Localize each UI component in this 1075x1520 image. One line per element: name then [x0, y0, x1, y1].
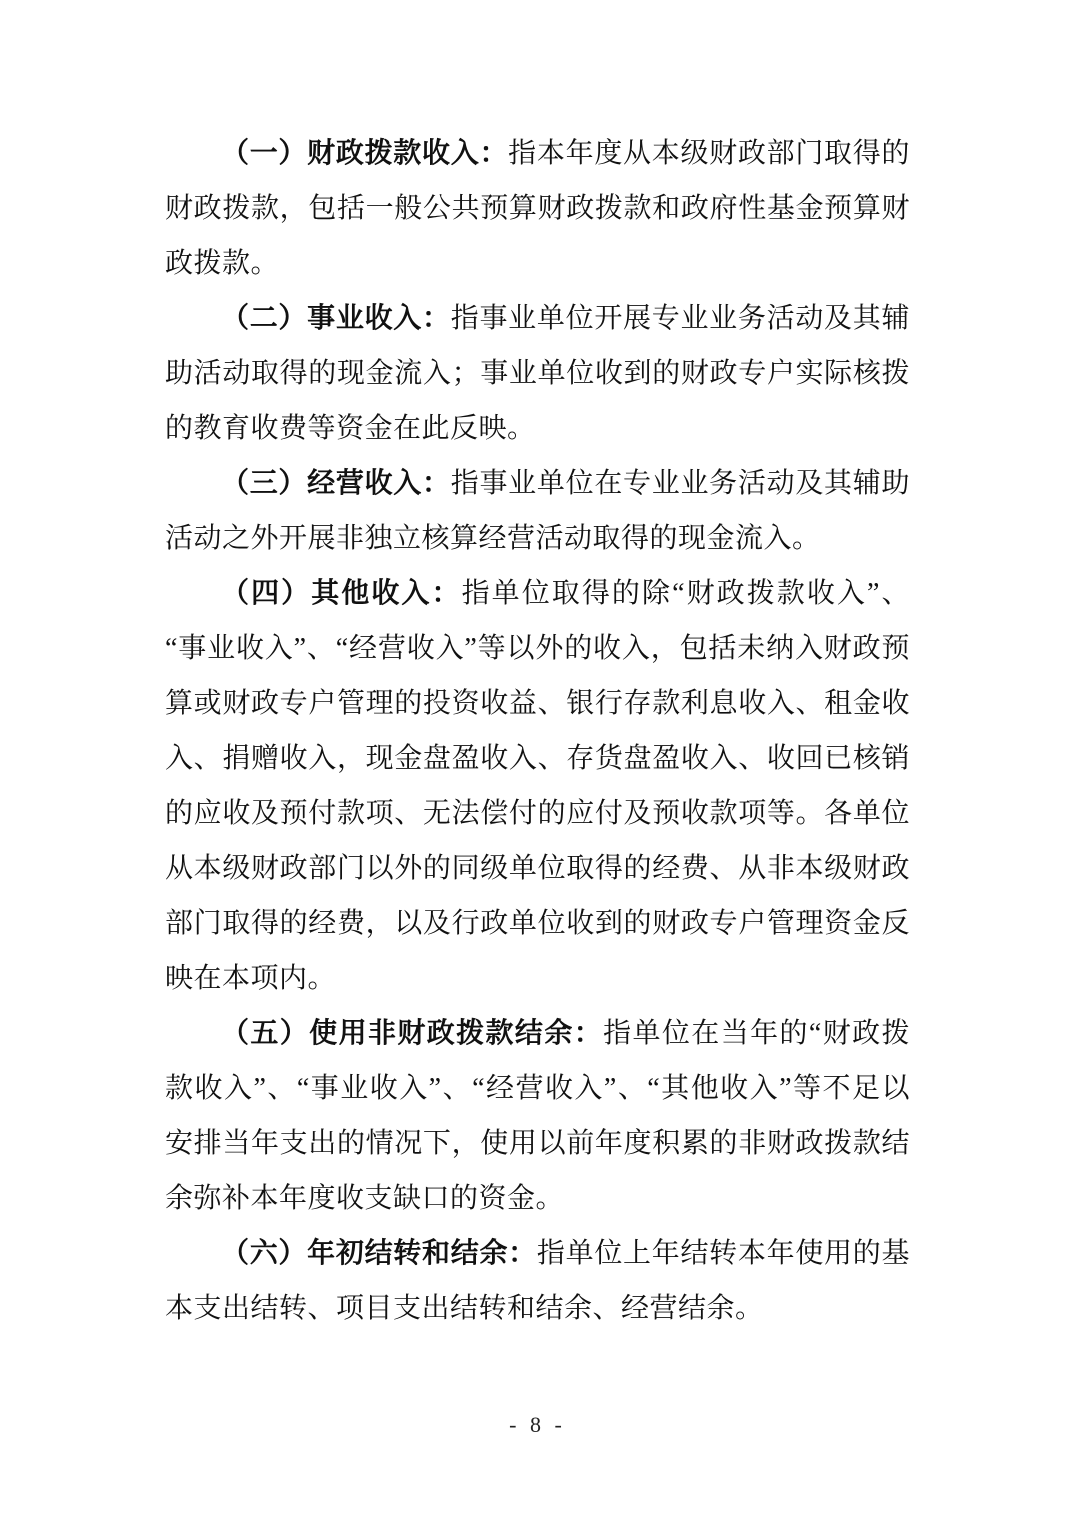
paragraph-heading: （一）财政拨款收入： — [221, 138, 509, 169]
paragraph — [165, 1006, 910, 1226]
document-body — [165, 126, 910, 1336]
paragraph-body: 指单位取得的除“财政拨款收入”、“事业收入”、“经营收入”等以外的收入，包括未纳入财政预算或财政专户管理的投资收益、银行存款利息收入、租金收入、捐赠收入，现金盘盈收入、存货盘盈收入、收回已核销的应收及预付款项、无法偿付的应付及预收款项等。各单位从本级财政部门以外的同级单位取得的经费、从非本级财政部门取得的经费，以及行政单位收到的财政专户管理资金反映在本项内。 — [165, 578, 910, 994]
paragraph-body: 指单位上年结转本年使用的基本支出结转、项目支出结转和结余、经营结余。 — [165, 1238, 910, 1324]
paragraph-heading: （六）年初结转和结余： — [221, 1238, 537, 1269]
paragraph-heading: （二）事业收入： — [221, 303, 451, 334]
paragraph-body: 指事业单位开展专业业务活动及其辅助活动取得的现金流入；事业单位收到的财政专户实际核拨的教育收费等资金在此反映。 — [165, 303, 910, 444]
paragraph-body: 指本年度从本级财政部门取得的财政拨款，包括一般公共预算财政拨款和政府性基金预算财政拨款。 — [165, 138, 910, 279]
paragraph — [165, 456, 910, 566]
paragraph-heading: （三）经营收入： — [221, 468, 451, 499]
paragraph — [165, 291, 910, 456]
paragraph — [165, 126, 910, 291]
paragraph-heading: （五）使用非财政拨款结余： — [221, 1018, 604, 1049]
paragraph — [165, 566, 910, 1006]
paragraph-body: 指单位在当年的“财政拨款收入”、“事业收入”、“经营收入”、“其他收入”等不足以安排当年支出的情况下，使用以前年度积累的非财政拨款结余弥补本年度收支缺口的资金。 — [165, 1018, 910, 1214]
page-number: - 8 - — [509, 1412, 566, 1437]
paragraph-heading: （四）其他收入： — [221, 578, 462, 609]
paragraph-body: 指事业单位在专业业务活动及其辅助活动之外开展非独立核算经营活动取得的现金流入。 — [165, 468, 910, 554]
paragraph — [165, 1226, 910, 1336]
